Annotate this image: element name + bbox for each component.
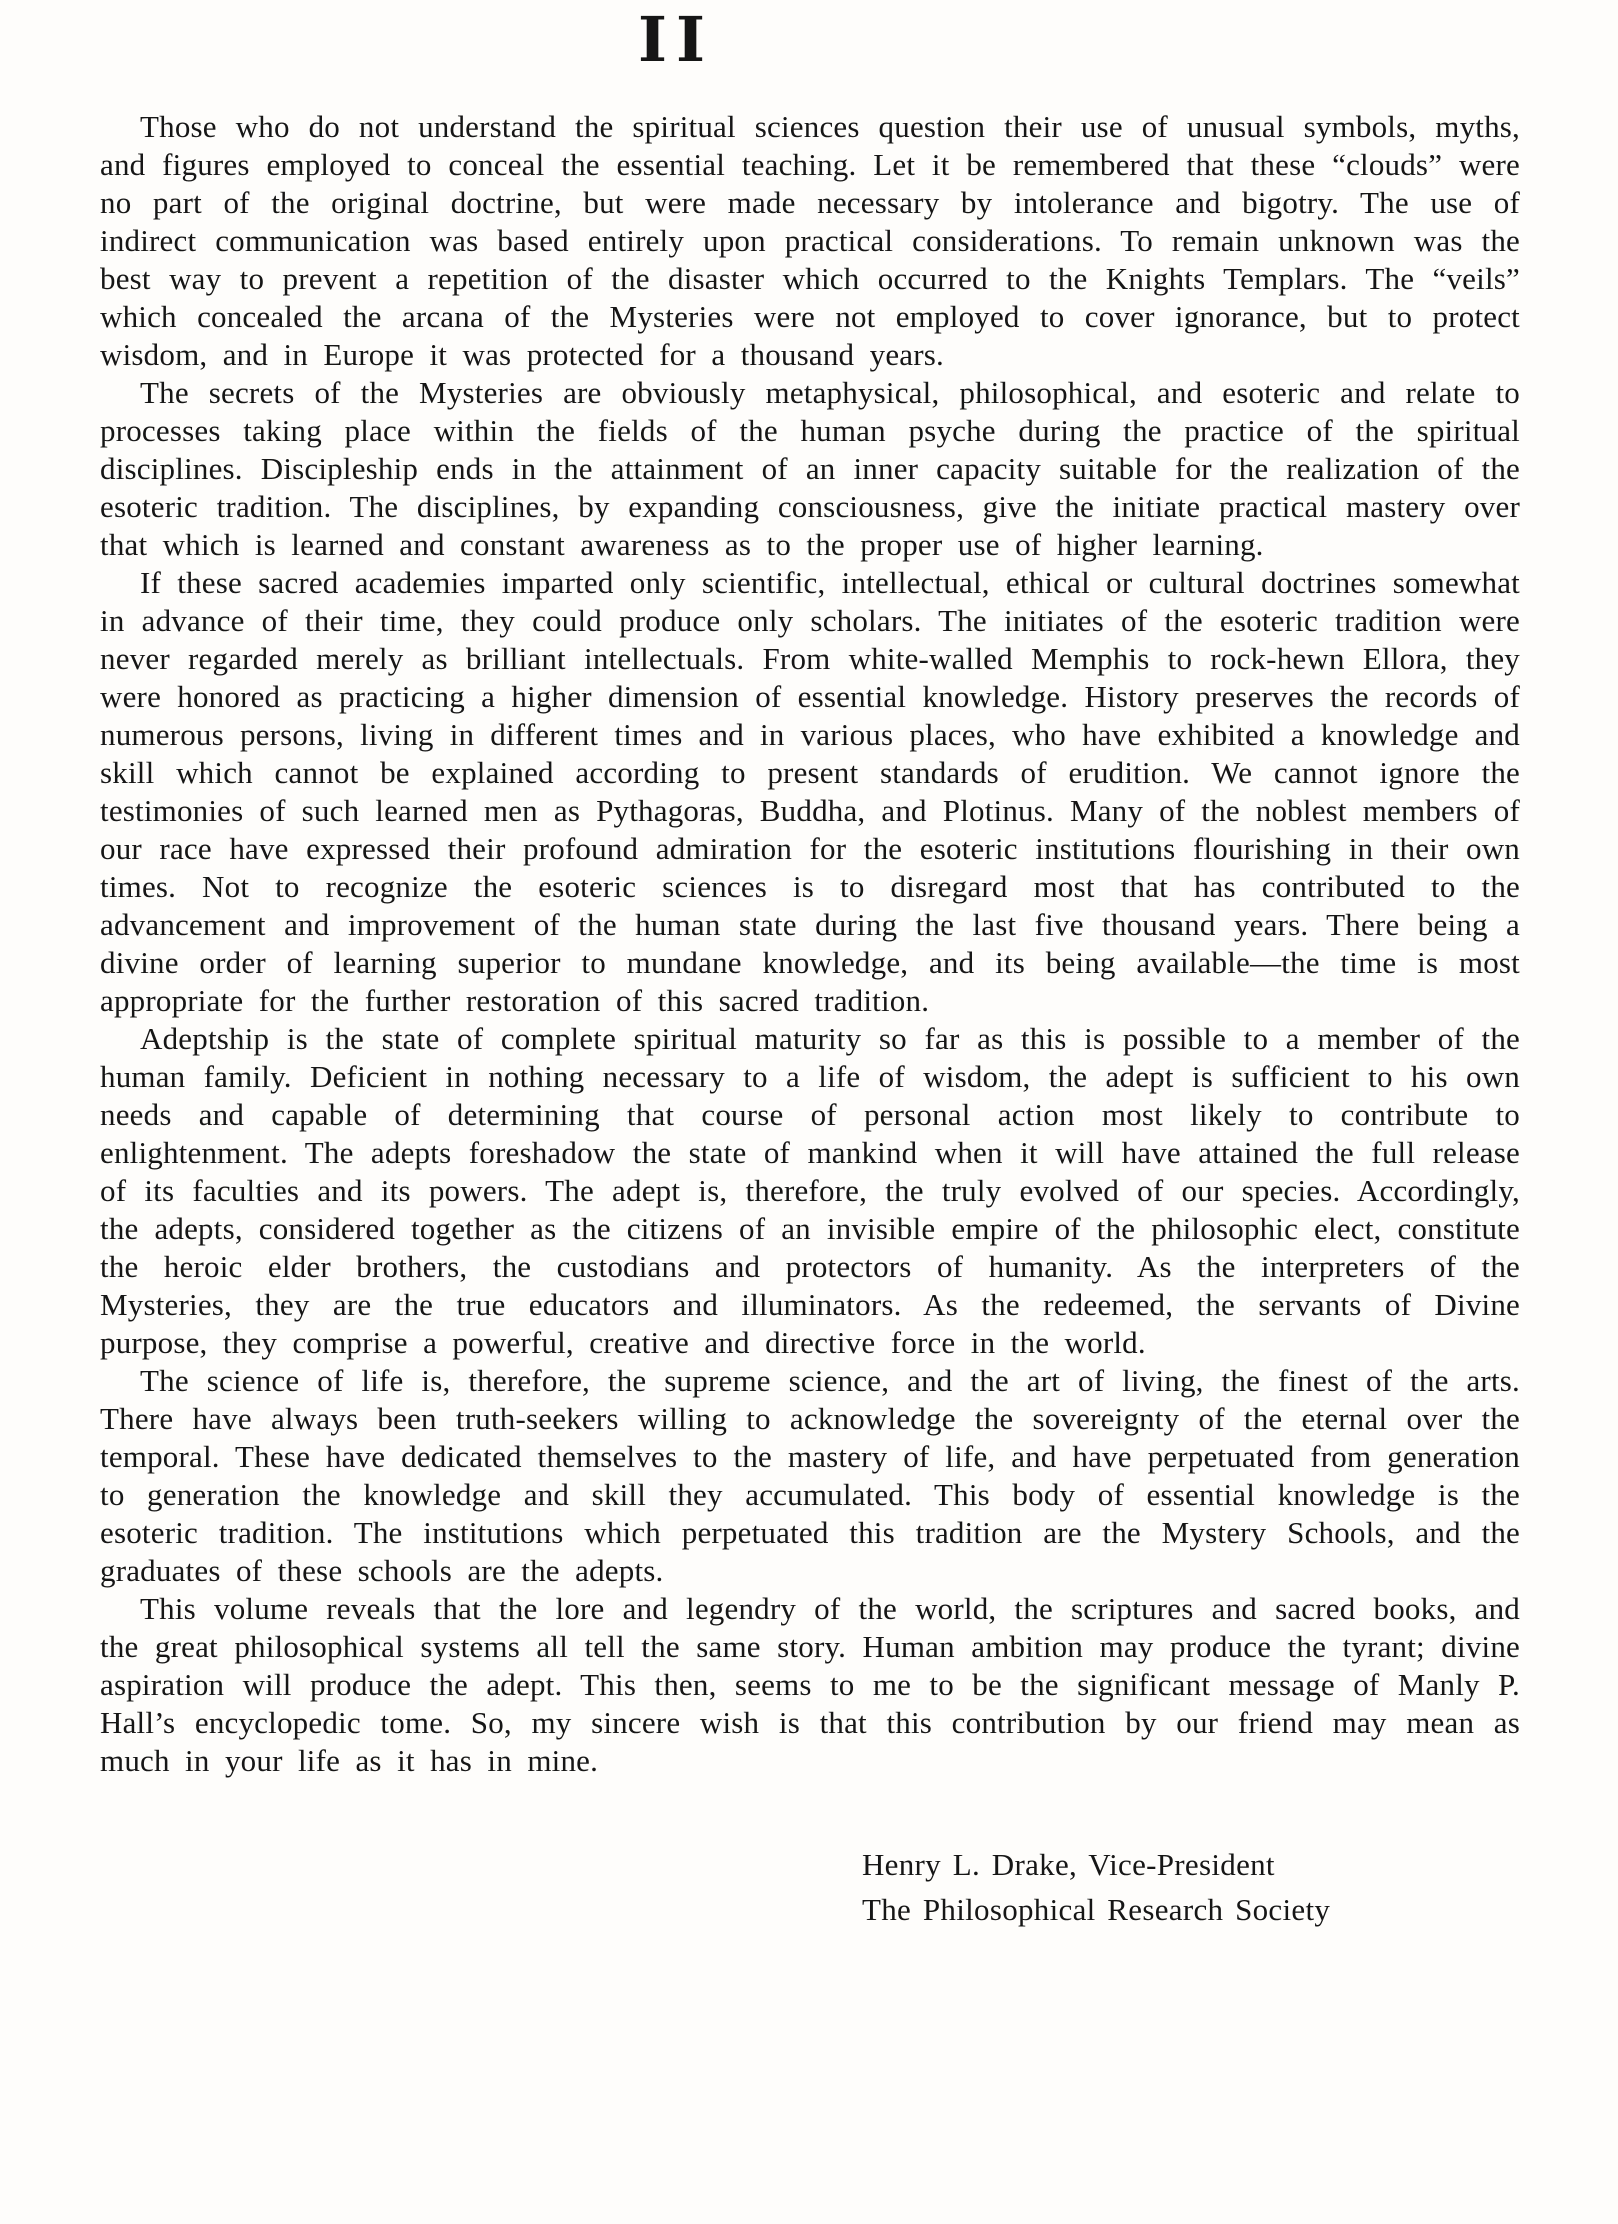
signature-name: Henry L. Drake, Vice-President	[862, 1847, 1275, 1882]
paragraph-2: The secrets of the Mysteries are obviously metaphysical, philosophical, and esoteric and relate to processes taking place within the fields of the human psyche during the practice of the spiritual disciplines. Discipleship ends in the attainment of an inner capacity suitable for the realization of the esoteric tradition. The disciplines, by expanding consciousness, give the initiate practical mastery over that which is learned and constant awareness as to the proper use of higher learning.	[100, 375, 1520, 562]
paragraph-1: Those who do not understand the spiritual sciences question their use of unusual symbols, myths, and figures employed to conceal the essential teaching. Let it be remembered that these “clouds” were no part of the original doctrine, but were made necessary by intolerance and bigotry. The use of indirect communication was based entirely upon practical considerations. To remain unknown was the best way to prevent a repetition of the disaster which occurred to the Knights Templars. The “veils” which concealed the arcana of the Mysteries were not employed to cover ignorance, but to protect wisdom, and in Europe it was protected for a thousand years.	[100, 109, 1520, 372]
paragraph-5: The science of life is, therefore, the supreme science, and the art of living, the finest of the arts. There have always been truth-seekers willing to acknowledge the sovereignty of the eternal over the temporal. These have dedicated themselves to the mastery of life, and have perpetuated from generation to generation the knowledge and skill they accumulated. This body of essential knowledge is the esoteric tradition. The institutions which perpetuated this tradition are the Mystery Schools, and the graduates of these schools are the adepts.	[100, 1363, 1520, 1588]
chapter-number-heading: II	[637, 3, 714, 76]
signature-organization: The Philosophical Research Society	[862, 1892, 1331, 1927]
signature-block	[862, 1842, 1520, 1932]
paragraph-4: Adeptship is the state of complete spiritual maturity so far as this is possible to a member of the human family. Deficient in nothing necessary to a life of wisdom, the adept is sufficient to his own needs and capable of determining that course of personal action most likely to contribute to enlightenment. The adepts foreshadow the state of mankind when it will have attained the full release of its faculties and its powers. The adept is, therefore, the truly evolved of our species. Accordingly, the adepts, considered together as the citizens of an invisible empire of the philosophic elect, constitute the heroic elder brothers, the custodians and protectors of humanity. As the interpreters of the Mysteries, they are the true educators and illuminators. As the redeemed, the servants of Divine purpose, they comprise a powerful, creative and directive force in the world.	[100, 1021, 1520, 1360]
paragraph-3: If these sacred academies imparted only scientific, intellectual, ethical or cultural doctrines somewhat in advance of their time, they could produce only scholars. The initiates of the esoteric tradition were never regarded merely as brilliant intellectuals. From white-walled Memphis to rock-hewn Ellora, they were honored as practicing a higher dimension of essential knowledge. History preserves the records of numerous persons, living in different times and in various places, who have exhibited a knowledge and skill which cannot be explained according to present standards of erudition. We cannot ignore the testimonies of such learned men as Pythagoras, Buddha, and Plotinus. Many of the noblest members of our race have expressed their profound admiration for the esoteric institutions flourishing in their own times. Not to recognize the esoteric sciences is to disregard most that has contributed to the advancement and improvement of the human state during the last five thousand years. There being a divine order of learning superior to mundane knowledge, and its being available—the time is most appropriate for the further restoration of this sacred tradition.	[100, 565, 1520, 1018]
paragraph-6: This volume reveals that the lore and legendry of the world, the scriptures and sacred books, and the great philosophical systems all tell the same story. Human ambition may produce the tyrant; divine aspiration will produce the adept. This then, seems to me to be the significant message of Manly P. Hall’s encyclopedic tome. So, my sincere wish is that this contribution by our friend may mean as much in your life as it has in mine.	[100, 1591, 1520, 1778]
body-text	[100, 108, 1520, 1780]
